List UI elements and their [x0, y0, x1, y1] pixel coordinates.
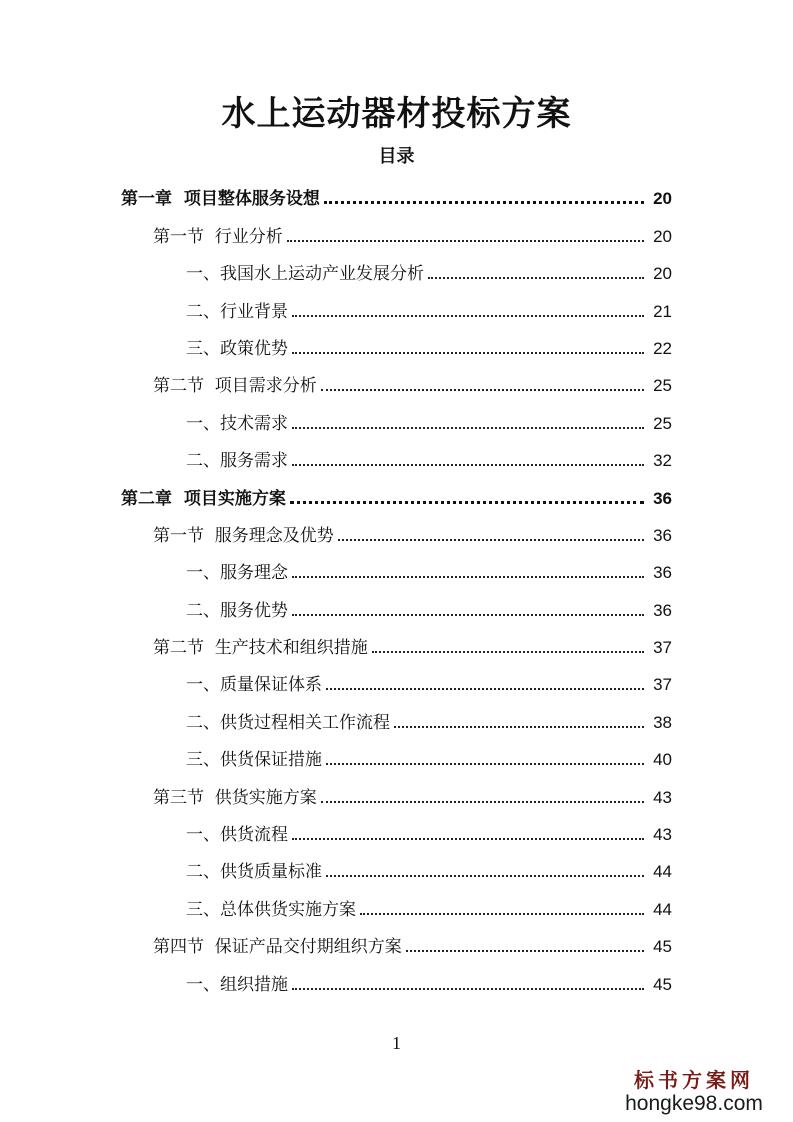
toc-entry-title: 一、技术需求 — [186, 413, 288, 434]
toc-entry-title: 一、我国水上运动产业发展分析 — [186, 264, 424, 285]
toc-page-number: 36 — [653, 600, 672, 620]
toc-page-number: 40 — [653, 750, 672, 770]
toc-entry-title: 三、总体供货实施方案 — [186, 899, 356, 920]
toc-entry-level-3[interactable] — [0, 326, 793, 363]
toc-dot-leader — [326, 874, 644, 877]
toc-page-number: 36 — [653, 488, 672, 508]
toc-entry-level-2[interactable] — [0, 513, 793, 550]
toc-dot-leader — [292, 463, 644, 466]
toc-dot-leader — [394, 725, 644, 728]
toc-entry-level-3[interactable] — [0, 550, 793, 587]
toc-dot-leader — [324, 200, 644, 204]
toc-dot-leader — [292, 837, 644, 840]
page-number: 1 — [392, 1033, 401, 1053]
toc-page-number: 22 — [653, 338, 672, 358]
watermark — [609, 1068, 779, 1116]
toc-entry-title: 一、组织措施 — [186, 974, 288, 995]
toc-entry-level-2[interactable] — [0, 774, 793, 811]
toc-dot-leader — [326, 762, 644, 765]
toc-entry-title: 二、供货过程相关工作流程 — [186, 712, 390, 733]
toc-page-number: 45 — [653, 974, 672, 994]
toc-dot-leader — [338, 538, 644, 541]
toc-heading: 目录 — [378, 146, 415, 167]
toc-entry-level-2[interactable] — [0, 924, 793, 961]
toc-page-number: 43 — [653, 787, 672, 807]
toc-entry-level-2[interactable] — [0, 625, 793, 662]
toc-dot-leader — [292, 987, 644, 990]
toc-page-number: 36 — [653, 525, 672, 545]
document-title: 水上运动器材投标方案 — [221, 94, 572, 134]
toc-dot-leader — [360, 912, 644, 915]
toc-entry-level-3[interactable] — [0, 699, 793, 736]
toc-entry-level-1[interactable] — [0, 475, 793, 512]
toc-dot-leader — [292, 613, 644, 616]
toc-page-number: 44 — [653, 862, 672, 882]
toc-entry-level-2[interactable] — [0, 213, 793, 250]
toc-entry-level-3[interactable] — [0, 812, 793, 849]
toc-page-number: 25 — [653, 376, 672, 396]
watermark-url: hongke98.com — [625, 1092, 763, 1115]
toc-entry-level-3[interactable] — [0, 662, 793, 699]
toc-dot-leader — [290, 500, 644, 504]
toc-entry-title: 第一节 行业分析 — [153, 226, 283, 247]
toc-entry-title: 第一节 服务理念及优势 — [153, 525, 334, 546]
toc-entry-level-3[interactable] — [0, 438, 793, 475]
toc-dot-leader — [292, 314, 644, 317]
toc-page-number: 43 — [653, 825, 672, 845]
toc-entry-level-3[interactable] — [0, 961, 793, 998]
toc-entry-title: 二、服务优势 — [186, 600, 288, 621]
toc-page-number: 32 — [653, 451, 672, 471]
toc-entry-title: 第二节 项目需求分析 — [153, 376, 317, 397]
toc-entry-title: 二、行业背景 — [186, 301, 288, 322]
toc-entry-level-3[interactable] — [0, 288, 793, 325]
toc-entry-title: 三、政策优势 — [186, 338, 288, 359]
toc-dot-leader — [287, 239, 644, 242]
toc-entry-title: 二、服务需求 — [186, 451, 288, 472]
toc-page-number: 20 — [653, 226, 672, 246]
toc-entry-level-3[interactable] — [0, 251, 793, 288]
watermark-name: 标书方案网 — [634, 1068, 754, 1092]
toc-page-number: 45 — [653, 937, 672, 957]
toc-entry-level-3[interactable] — [0, 737, 793, 774]
toc-entry-level-1[interactable] — [0, 176, 793, 213]
toc-dot-leader — [428, 276, 644, 279]
toc-dot-leader — [326, 687, 644, 690]
toc-page-number: 37 — [653, 675, 672, 695]
toc-page-number: 20 — [653, 264, 672, 284]
toc-dot-leader — [321, 800, 644, 803]
toc-page-number: 36 — [653, 563, 672, 583]
toc-dot-leader — [292, 575, 644, 578]
toc-page-number: 21 — [653, 301, 672, 321]
toc-entry-title: 一、供货流程 — [186, 825, 288, 846]
toc-entry-title: 三、供货保证措施 — [186, 750, 322, 771]
toc-page-number: 38 — [653, 712, 672, 732]
toc-entry-title: 一、服务理念 — [186, 563, 288, 584]
toc-entry-title: 第二节 生产技术和组织措施 — [153, 638, 368, 659]
table-of-contents — [0, 176, 793, 999]
toc-entry-title: 第三节 供货实施方案 — [153, 787, 317, 808]
toc-dot-leader — [372, 650, 644, 653]
toc-entry-level-2[interactable] — [0, 363, 793, 400]
toc-dot-leader — [292, 426, 644, 429]
toc-dot-leader — [292, 351, 644, 354]
toc-entry-level-3[interactable] — [0, 886, 793, 923]
toc-page-number: 25 — [653, 413, 672, 433]
toc-entry-title: 一、质量保证体系 — [186, 675, 322, 696]
toc-page-number: 20 — [653, 189, 672, 209]
toc-page-number: 37 — [653, 638, 672, 658]
toc-entry-title: 第二章 项目实施方案 — [121, 488, 286, 509]
toc-entry-title: 二、供货质量标准 — [186, 862, 322, 883]
toc-entry-level-3[interactable] — [0, 400, 793, 437]
toc-page-number: 44 — [653, 899, 672, 919]
toc-entry-title: 第一章 项目整体服务设想 — [121, 189, 320, 210]
toc-dot-leader — [406, 949, 644, 952]
toc-entry-title: 第四节 保证产品交付期组织方案 — [153, 937, 402, 958]
toc-entry-level-3[interactable] — [0, 587, 793, 624]
toc-entry-level-3[interactable] — [0, 849, 793, 886]
toc-dot-leader — [321, 388, 644, 391]
